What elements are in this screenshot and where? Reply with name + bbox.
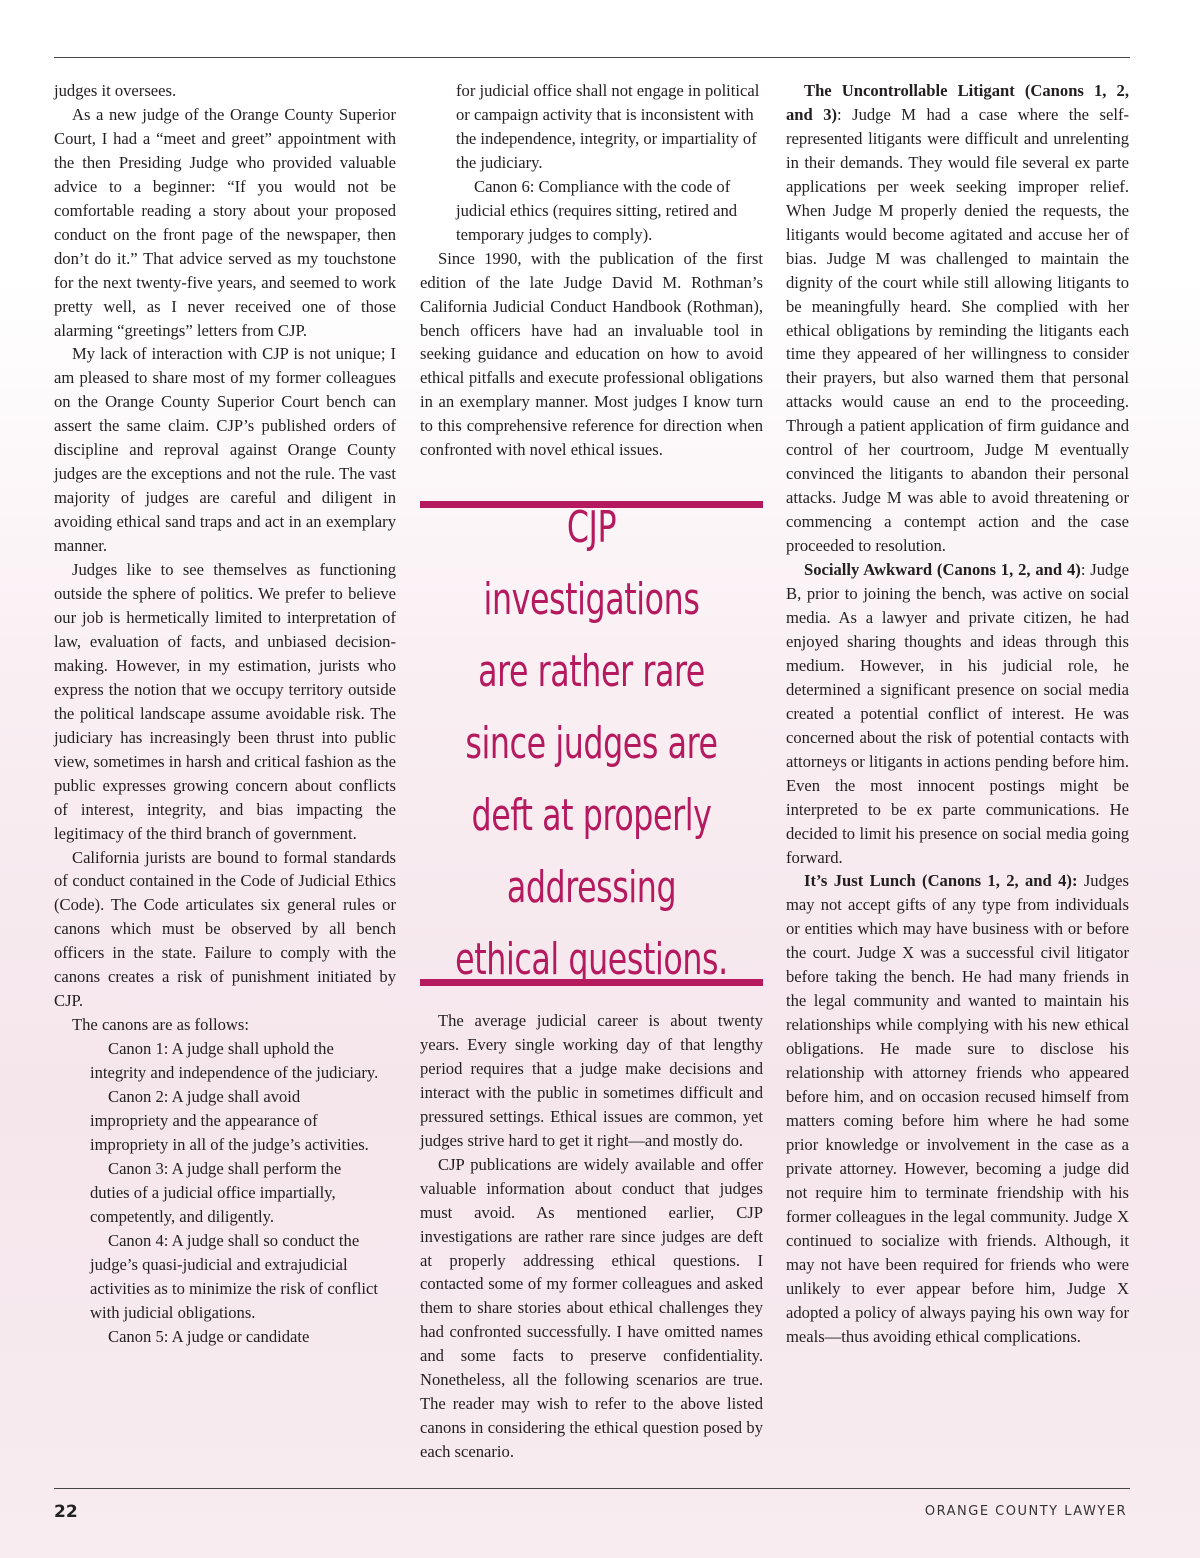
scenario-text: Judges may not accept gifts of any type from individuals or entities which may have business with or before the court. Judge X was a successful civil litigator before taking the bench. He had many friends in the legal community and wanted to maintain his relationships while complying with his new ethical obligations. He made sure to disclose his relationship with attorney friends who appeared before him, and on occasion recused himself from matters coming before him where he had some prior knowledge or involvement in the case as a private attorney. However, becoming a judge did not require him to terminate friendship with his former colleagues in the legal community. Judge X continued to socialize with friends. Although, it may not have been required for friends who were unlikely to ever appear before him, Judge X adopted a policy of always paying his own way for meals—thus avoiding ethical complications.: [786, 871, 1129, 1346]
pull-quote: [420, 501, 763, 986]
top-rule: [54, 57, 1130, 58]
paragraph: The average judicial career is about twenty years. Every single working day of that lengthy period requires that a judge make decisions and interact with the public in sometimes difficult and pressured settings. Ethical issues are common, yet judges strive hard to get it right—and mostly do.: [420, 1011, 763, 1150]
paragraph: Judges like to see themselves as functioning outside the sphere of politics. We prefer to believe our job is hermetically limited to interpretation of law, evaluation of facts, and unbiased decision-making. However, in my estimation, jurists who express the notion that we occupy territory outside the political landscape assume avoidable risk. The judiciary has increasingly been thrust into public view, sometimes in harsh and critical fashion as the public expresses growing concern about conflicts of interest, integrity, and bias impacting the legitimacy of the third branch of government.: [54, 560, 396, 843]
scenario-just-lunch: [786, 869, 1129, 1348]
column-1: [54, 79, 396, 1349]
scenario-heading: It’s Just Lunch (Canons 1, 2, and 4):: [804, 871, 1078, 891]
column-3: [786, 79, 1129, 1349]
paragraph: CJP publications are widely available and offer valuable information about conduct that judges must avoid. As mentioned earlier, CJP investigations are rather rare since judges are deft at properly addressing ethical questions. I contacted some of my former colleagues and asked them to share stories about ethical challenges they had confronted successfully. I have omitted names and some facts to preserve confidentiality. Nonetheless, all the following scenarios are true. The reader may wish to refer to the above listed canons in considering the ethical question posed by each scenario.: [420, 1154, 763, 1462]
publication-title: ORANGE COUNTY LAWYER: [924, 1504, 1127, 1519]
scenario-heading: Socially Awkward (Canons 1, 2, and 4): [804, 560, 1081, 580]
bottom-rule: [54, 1488, 1130, 1489]
column-2: [420, 79, 763, 462]
paragraph: As a new judge of the Orange County Superior Court, I had a “meet and greet” appointment with the then Presiding Judge who provided valuable advice to a beginner: “If you would not be comfortable reading a story about your proposed conduct on the front page of the newspaper, then don’t do it.” That advice served as my touchstone for the next twenty-five years, and seemed to work pretty well, as I never received one of those alarming “greetings” letters from CJP.: [54, 104, 396, 340]
scenario-text: : Judge M had a case where the self-represented litigants were difficult and unrelenting in their demands. They would file several ex parte applications per week seeking improper relief. When Judge M properly denied the requests, the litigants would become agitated and accuse her of bias. Judge M was challenged to maintain the dignity of the court while still allowing litigants to be meaningfully heard. She complied with her ethical obligations by reminding the litigants each time they appeared of her willingness to consider their prayers, but also warned them that personal attacks would cause an end to the proceeding. Through a patient application of firm guidance and control of her courtroom, Judge M eventually convinced the litigants to abandon their personal attacks. Judge M was able to avoid threatening or commencing a contempt action and the case proceeded to resolution.: [786, 104, 1129, 556]
paragraph: My lack of interaction with CJP is not unique; I am pleased to share most of my former colleagues on the Orange County Superior Court bench can assert the same claim. CJP’s published orders of discipline and reproval against Orange County judges are the exceptions and not the rule. The vast majority of judges are careful and diligent in avoiding ethical sand traps and act in an exemplary manner.: [54, 344, 396, 556]
scenario-socially-awkward: [786, 558, 1129, 869]
canon-3: Canon 3: A judge shall perform the duties of a judicial office impartially, competently, and diligently.: [90, 1158, 342, 1226]
page-number: 22: [54, 1502, 78, 1522]
canon-5-start: Canon 5: A judge or candidate: [108, 1326, 310, 1346]
pull-quote-text: CJP investigations are rather rare since judges are deft at properly addressing ethical questions.: [455, 501, 728, 985]
paragraph: Since 1990, with the publication of the first edition of the late Judge David M. Rothman’s California Judicial Conduct Handbook (Rothman), bench officers have had an invaluable tool in seeking guidance and education on how to avoid ethical pitfalls and execute professional obligations in an exemplary manner. Most judges I know turn to this comprehensive reference for direction when confronted with novel ethical issues.: [420, 248, 763, 460]
canon-5-continued: for judicial office shall not engage in political or campaign activity that is inconsistent with the independence, integrity, or impartiality of the judiciary.: [456, 81, 760, 172]
paragraph: The canons are as follows:: [72, 1015, 249, 1035]
paragraph: California jurists are bound to formal standards of conduct contained in the Code of Judicial Ethics (Code). The Code articulates six general rules or canons which must be observed by all bench officers in the state. Failure to comply with the canons creates a risk of punishment initiated by CJP.: [54, 847, 396, 1011]
scenario-text: : Judge B, prior to joining the bench, was active on social media. As a lawyer and private citizen, he had enjoyed sharing thoughts and ideas through this medium. However, in his judicial role, he determined a significant presence on social media created a potential conflict of interest. He was concerned about the risk of potential contacts with attorneys or litigants in actions pending before him. Even the most innocent postings might be interpreted to be ex parte communications. He decided to limit his presence on social media going forward.: [786, 560, 1129, 867]
column-2-lower: [420, 1009, 763, 1464]
paragraph: judges it oversees.: [54, 81, 177, 100]
scenario-heading: The Uncontrollable Litigant (Canons 1, 2, and 3): [786, 81, 1129, 124]
scenario-uncontrollable-litigant: [786, 79, 1129, 558]
canon-2: Canon 2: A judge shall avoid impropriety and the appearance of impropriety in all of the judge’s activities.: [90, 1087, 369, 1154]
canon-6: Canon 6: Compliance with the code of judicial ethics (requires sitting, retired and temporary judges to comply).: [456, 176, 738, 244]
canon-4: Canon 4: A judge shall so conduct the judge’s quasi-judicial and extrajudicial activities as to minimize the risk of conflict with judicial obligations.: [90, 1230, 379, 1322]
canon-1: Canon 1: A judge shall uphold the integrity and independence of the judiciary.: [90, 1039, 379, 1083]
